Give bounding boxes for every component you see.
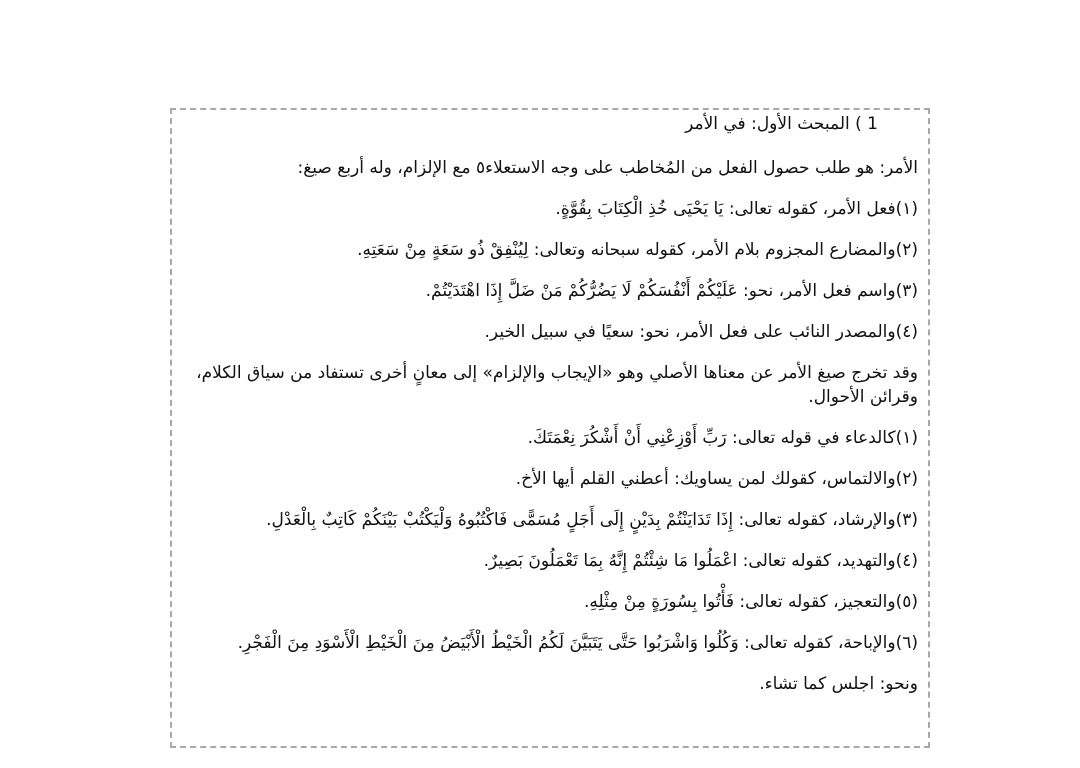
- meaning-item-2: (٢)والالتماس، كقولك لمن يساويك: أعطني القلم أيها الأخ.: [515, 469, 918, 489]
- closing-line: ونحو: اجلس كما تشاء.: [759, 674, 918, 694]
- section-heading: 1 ) المبحث الأول: في الأمر: [685, 114, 878, 134]
- definition-line: الأمر: هو طلب حصول الفعل من المُخاطب على وجه الاستعلاء٥ مع الإلزام، وله أربع صيغ:: [297, 158, 918, 178]
- transition-line-2: وقرائن الأحوال.: [808, 387, 918, 407]
- form-item-4: (٤)والمصدر النائب على فعل الأمر، نحو: سعيًا في سبيل الخير.: [484, 322, 918, 342]
- meaning-item-4: (٤)والتهديد، كقوله تعالى: اعْمَلُوا مَا شِئْتُمْ إِنَّهُ بِمَا تَعْمَلُونَ بَصِيرٌ.: [483, 551, 918, 571]
- form-item-3: (٣)واسم فعل الأمر، نحو: عَلَيْكُمْ أَنْفُسَكُمْ لَا يَضُرُّكُمْ مَنْ ضَلَّ إِذَا اهْتَدَيْتُمْ.: [425, 281, 918, 301]
- transition-line-1: وقد تخرج صيغ الأمر عن معناها الأصلي وهو «الإيجاب والإلزام» إلى معانٍ أخرى تستفاد من سياق الكلام،: [196, 363, 918, 383]
- form-item-2: (٢)والمضارع المجزوم بلام الأمر، كقوله سبحانه وتعالى: لِيُنْفِقْ ذُو سَعَةٍ مِنْ سَعَتِهِ.: [357, 240, 918, 260]
- form-item-1: (١)فعل الأمر، كقوله تعالى: يَا يَحْيَى خُذِ الْكِتَابَ بِقُوَّةٍ.: [555, 199, 918, 219]
- meaning-item-6: (٦)والإباحة، كقوله تعالى: وَكُلُوا وَاشْرَبُوا حَتَّى يَتَبَيَّنَ لَكُمُ الْخَيْطُ الْأَبْيَضُ مِنَ الْخَيْطِ الْأَسْوَدِ مِنَ الْفَجْرِ.: [237, 633, 918, 653]
- transition-paragraph: [178, 361, 918, 409]
- meaning-item-5: (٥)والتعجيز، كقوله تعالى: فَأْتُوا بِسُورَةٍ مِنْ مِثْلِهِ.: [584, 592, 918, 612]
- meaning-item-3: (٣)والإرشاد، كقوله تعالى: إِذَا تَدَايَنْتُمْ بِدَيْنٍ إِلَى أَجَلٍ مُسَمًّى فَاكْتُبُوهُ وَلْيَكْتُبْ بَيْنَكُمْ كَاتِبٌ بِالْعَدْلِ.: [266, 510, 918, 530]
- meaning-item-1: (١)كالدعاء في قوله تعالى: رَبِّ أَوْزِعْنِي أَنْ أَشْكُرَ نِعْمَتَكَ.: [527, 428, 918, 448]
- document-body: [178, 112, 918, 713]
